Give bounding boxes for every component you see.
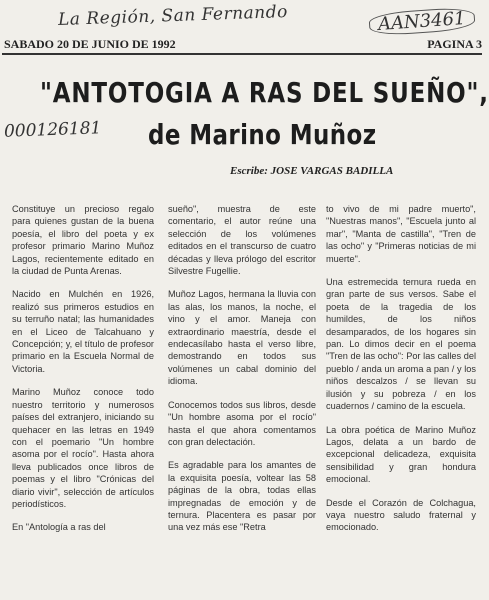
paragraph: to vivo de mi padre muerto", "Nuestras manos", "Escuela junto al mar", "Manta de castilla", "Tren de las ocho" y "Primeras noticias de mi muerte". <box>326 204 476 264</box>
handwritten-source-note: La Región, San Fernando <box>57 1 289 31</box>
paragraph: sueño", muestra de este comentario, el autor reúne una selección de los volúmenes editados en el transcurso de cuatro décadas y lleva prólogo del escritor Silvestre Fugellie. <box>168 204 316 277</box>
dateline <box>2 37 482 55</box>
dateline-page: PAGINA 3 <box>427 37 482 51</box>
paragraph: En "Antología a ras del <box>12 522 106 533</box>
paragraph: Muñoz Lagos, hermana la lluvia con las alas, los manos, la noche, el vino y el amor. Maneja con extraordinario maestría, desde el endecasílabo hasta el verso libre, demostrando en todos sus volúmenes un cabal dominio del idioma. <box>168 289 316 387</box>
article-column-3 <box>326 203 476 545</box>
paragraph: Marino Muñoz conoce todo nuestro territorio y numerosos países del extranjero, iniciando su quehacer en las letras en 1949 con el poemario "Un hombre asoma por el rocío". Hasta ahora lleva publicados once libros de poemas y el libro "Crónicas del diario vivir", selección de artículos periodísticos. <box>12 387 154 509</box>
paragraph: Una estremecida ternura rueda en gran parte de sus versos. Sabe el poeta de la tragedia de los humildes, de los niños desamparados, de los hogares sin pan. Lo dimos decir en el poema "Tren de las ocho": Por las calles del pueblo / anda un aroma a pan / y los niños descalzos / se llevan su ilusión y su pobreza / en los cuadernos / camino de la escuela. <box>326 277 476 412</box>
handwritten-number-note: 000126181 <box>3 118 102 142</box>
headline-line-2: de Marino Muñoz <box>148 118 377 151</box>
handwritten-code-note: AAN3461 <box>369 6 476 36</box>
dateline-date: SABADO 20 DE JUNIO DE 1992 <box>4 37 176 51</box>
article-column-2 <box>168 203 316 545</box>
paragraph: Conocemos todos sus libros, desde "Un hombre asoma por el rocío" hasta el que ahora comentamos con gran delectación. <box>168 399 316 447</box>
paragraph: Nacido en Mulchén en 1926, realizó sus primeros estudios en su terruño natal; las humanidades en el Liceo de Talcahuano y Concepción; y, el título de profesor primario en la Escuela Normal de Victoria. <box>12 289 154 374</box>
paragraph: Desde el Corazón de Colchagua, vaya nuestro saludo fraternal y emocionado. <box>326 497 476 533</box>
byline: Escribe: JOSE VARGAS BADILLA <box>230 165 394 177</box>
paragraph: Constituye un precioso regalo para quienes gustan de la buena poesía, el libro del poeta y ex profesor primario Marino Muñoz Lagos, recientemente editado en la ciudad de Punta Arenas. <box>12 204 154 277</box>
article-column-1 <box>12 203 154 545</box>
paragraph: La obra poética de Marino Muñoz Lagos, delata a un bardo de excepcional delicadeza, exquisita sensibilidad y gran hondura emocional. <box>326 424 476 485</box>
headline-line-1: "ANTOTOGIA A RAS DEL SUEÑO", <box>40 76 489 109</box>
paragraph: Es agradable para los amantes de la exquisita poesía, voltear las 58 páginas de la obra, todas ellas impregnadas de emoción y de ternura. Placentera es pasar por una vez más ese "Retra <box>168 460 316 533</box>
